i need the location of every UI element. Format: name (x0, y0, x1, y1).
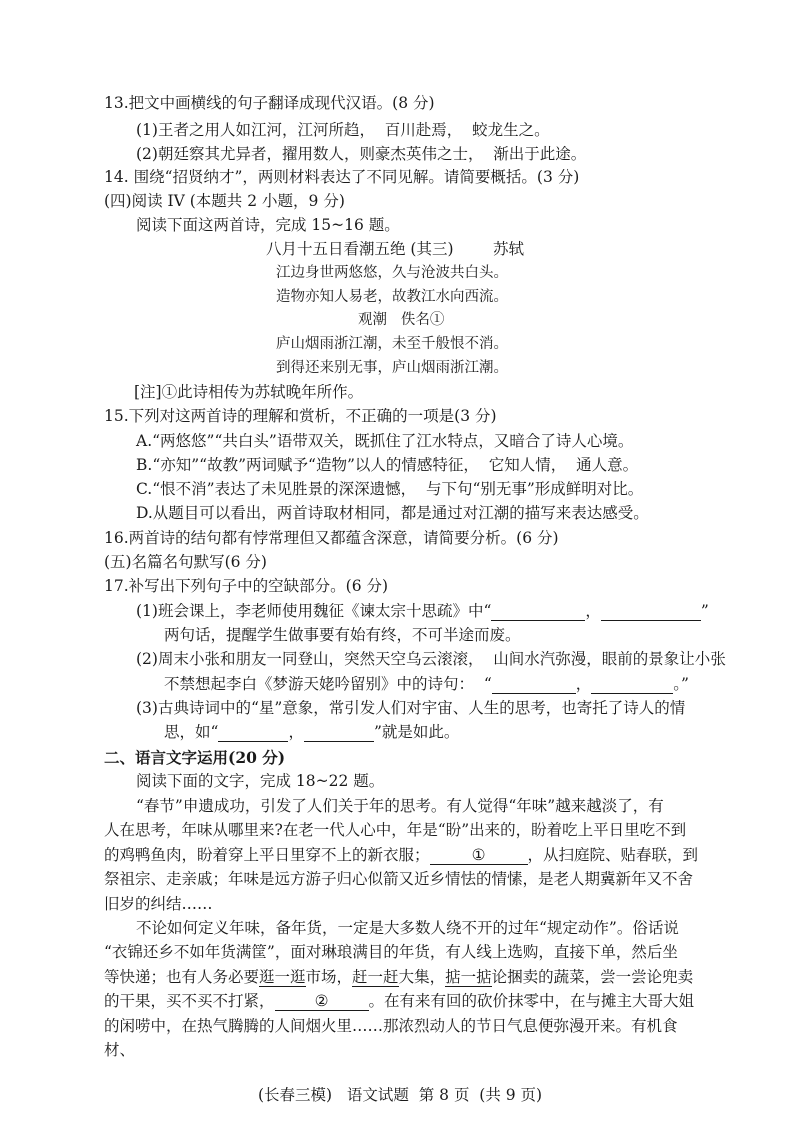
passage-p1-line-5: 旧岁的纠结…… (104, 895, 213, 913)
passage-p1-line-1: “春节”申遗成功，引发了人们关于年的思考。有人觉得“年味”越来越淡了，有 (136, 797, 664, 815)
underlined-phrase-3: 掂一掂 (445, 968, 492, 986)
passage-p2-line-6: 材、 (104, 1041, 136, 1059)
passage-p1-line-2: 人在思考，年味从哪里来?在老一代人心中，年是“盼”出来的，盼着吃上平日里吃不到 (104, 821, 687, 839)
q17-blank-3a[interactable] (218, 725, 288, 742)
q15-option-a: A.“两悠悠”“共白头”语带双关，既抓住了江水特点，又暗合了诗人心境。 (136, 432, 634, 450)
passage-p2-line-5: 的闲唠中，在热气腾腾的人间烟火里……那浓烈动人的节日气息便弥漫开来。有机食 (104, 1017, 678, 1035)
q17-stem: 17.补写出下列句子中的空缺部分。(6 分) (104, 577, 389, 595)
poem1-line-2: 造物亦知人易老，故教江水向西流。 (276, 289, 508, 305)
q15-stem: 15.下列对这两首诗的理解和赏析，不正确的一项是(3 分) (104, 407, 497, 425)
section4-intro: 阅读下面这两首诗，完成 15~16 题。 (136, 216, 400, 234)
passage-p2-line-4: 的干果，买不买不打紧， ② 。在有来有回的砍价抹零中，在与摊主大哥大姐 (104, 992, 695, 1010)
part2-intro: 阅读下面的文字，完成 18~22 题。 (136, 772, 385, 790)
part2-heading: 二、语言文字运用(20 分) (104, 748, 286, 767)
q17-item-3-cont: 思，如“ ， ”就是如此。 (164, 723, 460, 741)
q15-option-b: B.“亦知”“故教”两词赋予“造物”以人的情感特征， 它知人情， 通人意。 (136, 456, 639, 474)
q17-blank-2b[interactable] (591, 677, 673, 694)
passage-blank-2[interactable]: ② (275, 994, 369, 1011)
q17-blank-1a[interactable] (491, 604, 585, 621)
q13-stem: 13.把文中画横线的句子翻译成现代汉语。(8 分) (104, 94, 435, 112)
poem2-line-2: 到得还来别无事，庐山烟雨浙江潮。 (276, 360, 508, 376)
q13-sentence-2: (2)朝廷察其尤异者，擢用数人，则豪杰英伟之士， 渐出于此途。 (136, 145, 587, 163)
q17-item-1-cont: 两句话，提醒学生做事要有始有终，不可半途而废。 (164, 626, 521, 644)
page-footer: (长春三模) 语文试题 第 8 页 (共 9 页) (258, 1086, 543, 1104)
passage-p2-line-2: “衣锦还乡不如年货满筐”，面对琳琅满目的年货，有人线上选购，直接下单，然后坐 (104, 943, 678, 961)
passage-blank-1[interactable]: ① (430, 848, 528, 865)
q13-sentence-1: (1)王者之用人如江河，江河所趋， 百川赴焉， 蛟龙生之。 (136, 121, 550, 139)
q17-blank-1b[interactable] (601, 604, 701, 621)
q17-item-1: (1)班会课上，李老师使用魏征《谏太宗十思疏》中“ ， ” (136, 602, 709, 620)
q17-item-2: (2)周末小张和朋友一同登山，突然天空乌云滚滚， 山间水汽弥漫，眼前的景象让小张 (136, 650, 726, 668)
passage-p2-line-1: 不论如何定义年味，备年货，一定是大多数人绕不开的过年“规定动作”。俗话说 (136, 919, 679, 937)
poem1-line-1: 江边身世两悠悠，久与沧波共白头。 (276, 265, 508, 281)
q17-blank-3b[interactable] (304, 725, 374, 742)
underlined-phrase-1: 逛一逛 (259, 968, 306, 986)
section4-heading: (四)阅读 IV (本题共 2 小题，9 分) (104, 192, 345, 210)
poem1-title: 八月十五日看潮五绝 (其三) 苏轼 (266, 240, 524, 258)
poem2-title: 观潮 佚名① (358, 312, 445, 328)
passage-p1-line-4: 祭祖宗、走亲戚；年味是远方游子归心似箭又近乡情怯的情愫，是老人期冀新年又不舍 (104, 870, 694, 888)
poem2-line-1: 庐山烟雨浙江潮，未至千般恨不消。 (276, 336, 508, 352)
q16-stem: 16.两首诗的结句都有悖常理但又都蕴含深意，请简要分析。(6 分) (104, 529, 559, 547)
q15-option-c: C.“恨不消”表达了未见胜景的深深遗憾， 与下句“别无事”形成鲜明对比。 (136, 480, 644, 498)
q15-option-d: D.从题目可以看出，两首诗取材相同，都是通过对江潮的描写来表达感受。 (136, 504, 649, 522)
q17-item-3: (3)古典诗词中的“星”意象，常引发人们对宇宙、人生的思考，也寄托了诗人的情 (136, 699, 686, 717)
underlined-phrase-2: 赶一赶 (352, 968, 399, 986)
q14-stem: 14. 围绕“招贤纳才”，两则材料表达了不同见解。请简要概括。(3 分) (104, 168, 580, 186)
passage-p2-line-3: 等快递；也有人务必要逛一逛市场，赶一赶大集，掂一掂论捆卖的蔬菜，尝一尝论兜卖 (104, 968, 694, 986)
poem-note: [注]①此诗相传为苏轼晚年所作。 (134, 383, 364, 401)
section5-heading: (五)名篇名句默写(6 分) (104, 553, 267, 571)
passage-p1-line-3: 的鸡鸭鱼肉，盼着穿上平日里穿不上的新衣服； ① ，从扫庭院、贴春联，到 (104, 846, 699, 864)
q17-blank-2a[interactable] (492, 677, 576, 694)
q17-item-2-cont: 不禁想起李白《梦游天姥吟留别》中的诗句： “ ， 。” (164, 675, 689, 693)
